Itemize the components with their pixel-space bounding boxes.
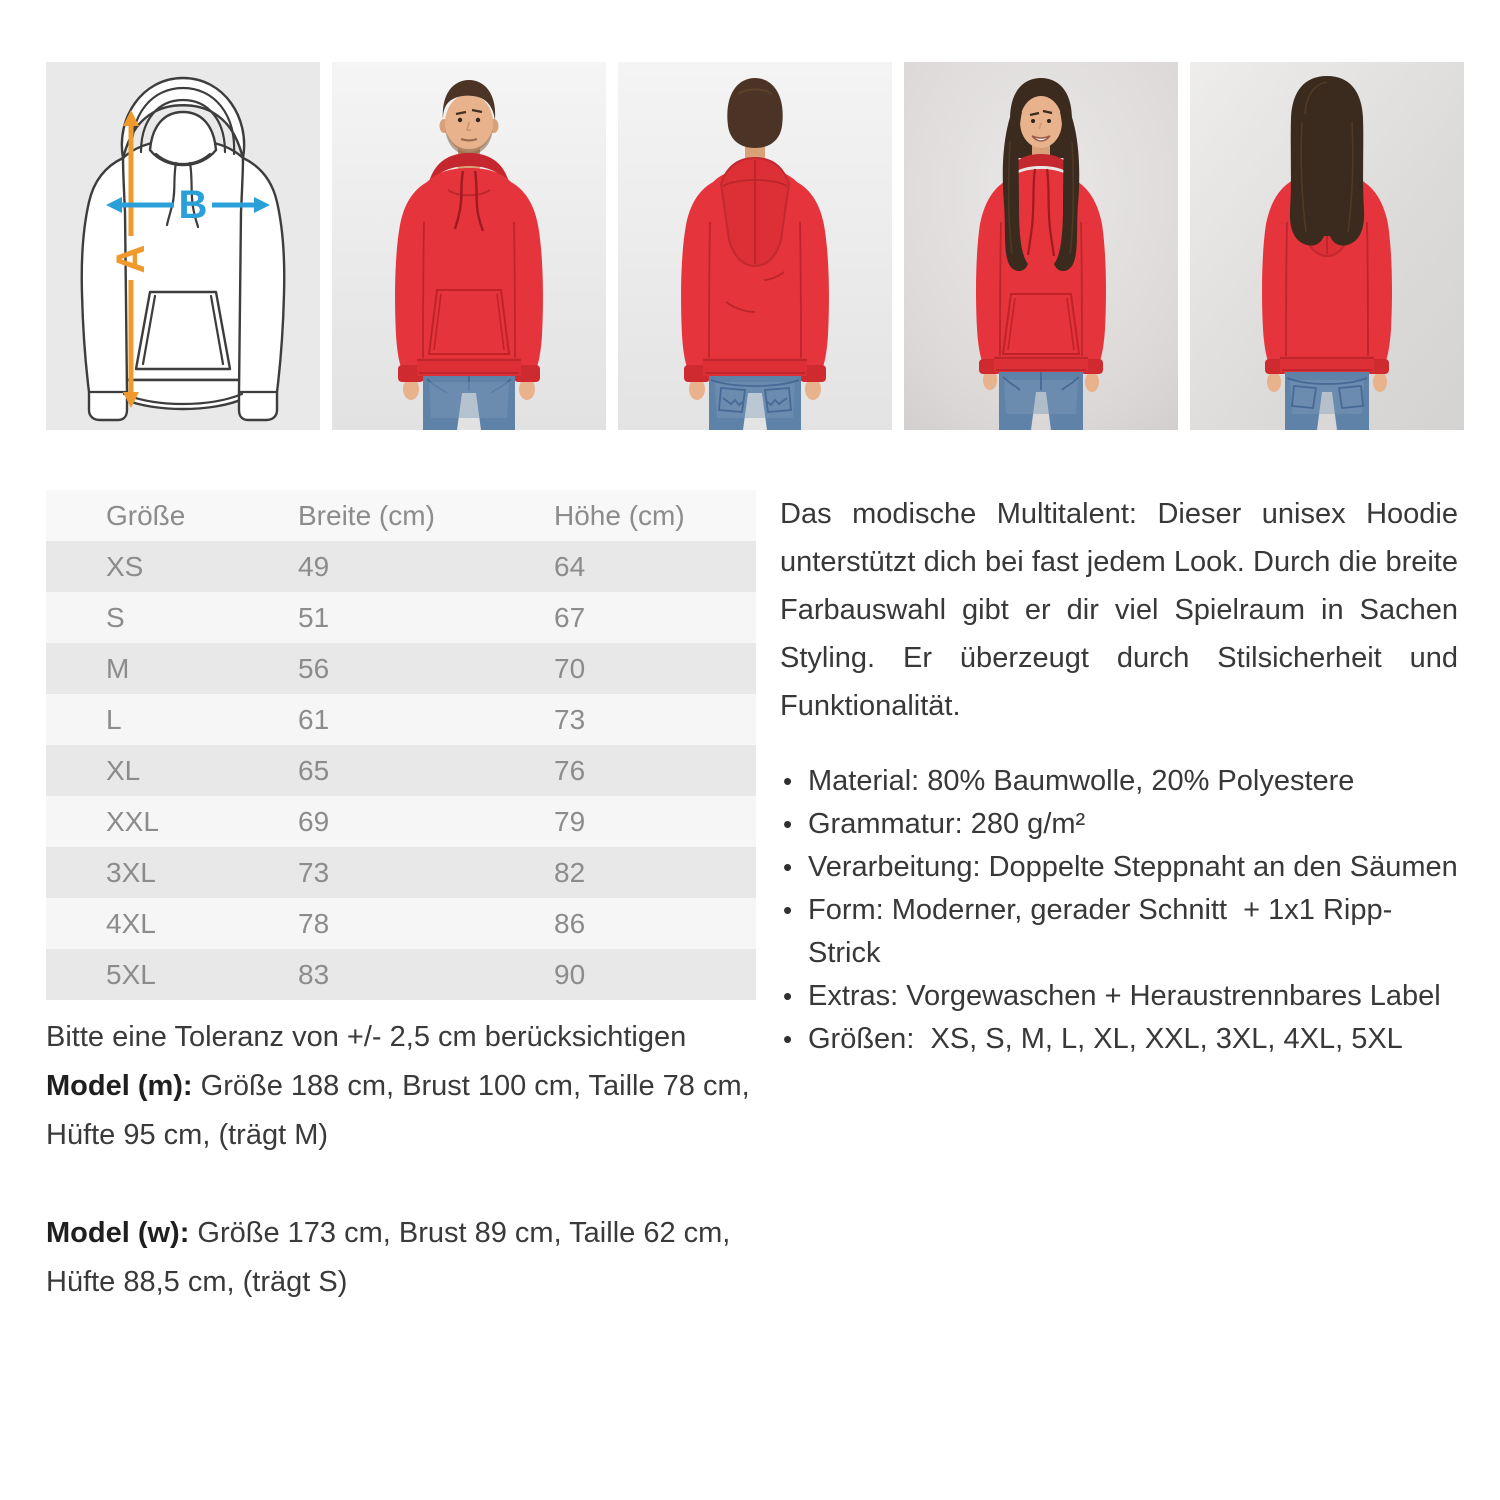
description-column <box>780 490 1458 1061</box>
feature-item-verarbeitung: • Verarbeitung: Doppelte Steppnaht an den Säumen <box>780 846 1458 889</box>
table-row: S 51 67 <box>46 592 756 643</box>
feature-list <box>780 760 1458 1061</box>
product-info-section <box>46 490 1458 1307</box>
table-row: XXL 69 79 <box>46 796 756 847</box>
model-w-label: Model (w): <box>46 1217 190 1249</box>
dimension-b-label: B <box>178 183 208 227</box>
male-model-front-photo <box>332 62 606 430</box>
gallery-item-female-back[interactable] <box>1190 62 1464 430</box>
male-model-back-photo <box>618 62 892 430</box>
feature-item-extras: • Extras: Vorgewaschen + Heraustrennbares Label <box>780 975 1458 1018</box>
feature-item-form: • Form: Moderner, gerader Schnitt + 1x1 Ripp-Strick <box>780 889 1458 975</box>
feature-item-material: • Material: 80% Baumwolle, 20% Polyestere <box>780 760 1458 803</box>
gallery-item-female-front[interactable] <box>904 62 1178 430</box>
feature-item-grammatur: • Grammatur: 280 g/m² <box>780 803 1458 846</box>
product-image-gallery <box>46 62 1464 430</box>
size-column-header: Größe <box>106 499 186 531</box>
bullet-icon: • <box>783 766 793 796</box>
table-row: L 61 73 <box>46 694 756 745</box>
bullet-icon: • <box>783 852 793 882</box>
gallery-item-size-diagram[interactable] <box>46 62 320 430</box>
hoodie-measurement-diagram <box>46 62 320 430</box>
female-model-back-photo <box>1190 62 1464 430</box>
model-m-note: Model (m): Größe 188 cm, Brust 100 cm, Taille 78 cm, Hüfte 95 cm, (trägt M) <box>46 1070 758 1151</box>
size-table <box>46 490 756 1000</box>
width-column-header: Breite (cm) <box>298 499 435 531</box>
feature-item-groessen: • Größen: XS, S, M, L, XL, XXL, 3XL, 4XL, 5XL <box>780 1018 1458 1061</box>
height-column-header: Höhe (cm) <box>554 499 685 531</box>
model-m-label: Model (m): <box>46 1070 193 1102</box>
model-w-note: Model (w): Größe 173 cm, Brust 89 cm, Taille 62 cm, Hüfte 88,5 cm, (trägt S) <box>46 1217 739 1298</box>
bullet-icon: • <box>783 981 793 1011</box>
bullet-icon: • <box>783 809 793 839</box>
table-row: 5XL 83 90 <box>46 949 756 1000</box>
table-row: XL 65 76 <box>46 745 756 796</box>
gallery-item-male-back[interactable] <box>618 62 892 430</box>
tolerance-note: Bitte eine Toleranz von +/- 2,5 cm berücksichtigen <box>46 1021 687 1053</box>
table-row: XS 49 64 <box>46 541 756 592</box>
table-row: M 56 70 <box>46 643 756 694</box>
dimension-a-label: A <box>109 244 153 274</box>
gallery-item-male-front[interactable] <box>332 62 606 430</box>
size-chart-column <box>46 490 756 1307</box>
product-description: Das modische Multitalent: Dieser unisex Hoodie unterstützt dich bei fast jedem Look. Durch die breite Farbauswahl gibt er dir viel Spielraum in Sachen Styling. Er überzeugt durch Stilsicherheit und Funktionalität. <box>780 498 1458 722</box>
bullet-icon: • <box>783 1024 793 1054</box>
table-row: 3XL 73 82 <box>46 847 756 898</box>
female-model-front-photo <box>904 62 1178 430</box>
bullet-icon: • <box>783 895 793 925</box>
size-table-header-row <box>46 490 756 541</box>
table-row: 4XL 78 86 <box>46 898 756 949</box>
